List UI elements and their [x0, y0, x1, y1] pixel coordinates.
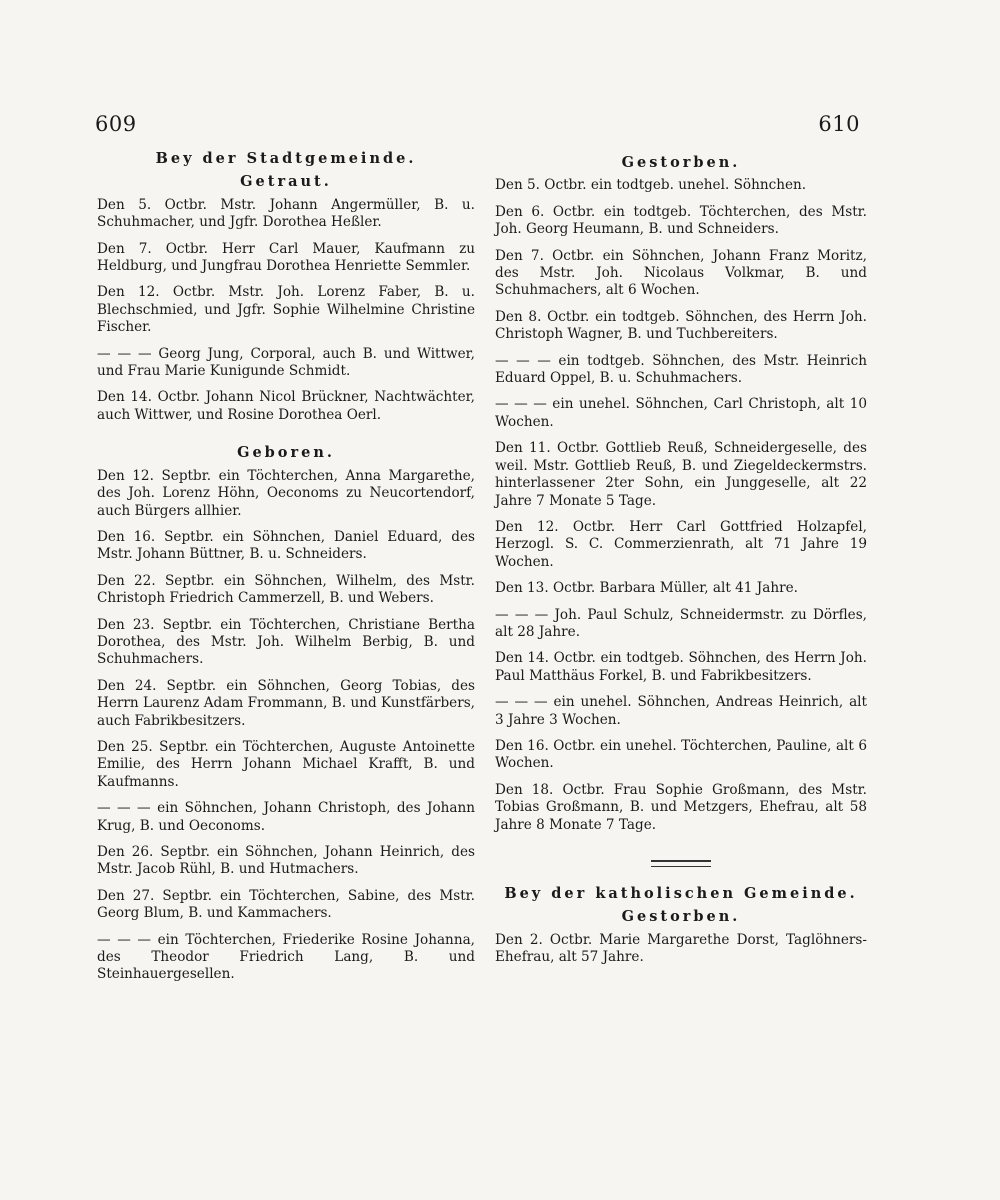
register-entry: — — — ein Söhnchen, Johann Christoph, des Johann Krug, B. und Oeconoms.	[97, 800, 475, 834]
register-entry: — — — ein unehel. Söhnchen, Andreas Heinrich, alt 3 Jahre 3 Wochen.	[495, 694, 867, 728]
left-column	[97, 150, 475, 993]
register-entry: Den 14. Octbr. Johann Nicol Brückner, Nachtwächter, auch Wittwer, und Rosine Dorothea Oerl.	[97, 389, 475, 423]
section-title: Gestorben.	[621, 154, 741, 171]
parish-heading-city: Bey der Stadtgemeinde.	[155, 150, 417, 167]
page-number-right: 610	[818, 112, 860, 136]
register-entry: — — — Joh. Paul Schulz, Schneidermstr. zu Dörfles, alt 28 Jahre.	[495, 606, 867, 640]
register-entry: Den 22. Septbr. ein Söhnchen, Wilhelm, des Mstr. Christoph Friedrich Cammerzell, B. und Webers.	[97, 572, 475, 607]
catholic-entries	[495, 932, 867, 967]
register-entry: Den 12. Octbr. Herr Carl Gottfried Holzapfel, Herzogl. S. C. Commerzienrath, alt 71 Jahre 19 Wochen.	[495, 518, 867, 570]
register-entry: Den 8. Octbr. ein todtgeb. Söhnchen, des Herrn Joh. Christoph Wagner, B. und Tuchbereiters.	[495, 308, 867, 343]
entry-list	[97, 468, 475, 984]
register-entry: Den 27. Septbr. ein Töchterchen, Sabine, des Mstr. Georg Blum, B. und Kammachers.	[97, 887, 475, 922]
register-entry: — — — ein todtgeb. Söhnchen, des Mstr. Heinrich Eduard Oppel, B. u. Schuhmachers.	[495, 352, 867, 387]
right-sections	[495, 154, 867, 834]
register-entry: Den 11. Octbr. Gottlieb Reuß, Schneidergeselle, des weil. Mstr. Gottlieb Reuß, B. und Ziegeldeckermstrs. hinterlassener 2ter Sohn, ein Junggeselle, alt 22 Jahre 7 Monate 5 Tage.	[495, 440, 867, 509]
register-entry: Den 16. Octbr. ein unehel. Töchterchen, Pauline, alt 6 Wochen.	[495, 737, 867, 772]
register-entry: Den 7. Octbr. ein Söhnchen, Johann Franz Moritz, des Mstr. Joh. Nicolaus Volkmar, B. und Schuhmachers, alt 6 Wochen.	[495, 247, 867, 299]
section-divider	[651, 860, 711, 867]
register-entry: Den 5. Octbr. ein todtgeb. unehel. Söhnchen.	[495, 177, 807, 194]
register-entry: Den 2. Octbr. Marie Margarethe Dorst, Taglöhners-Ehefrau, alt 57 Jahre.	[495, 931, 867, 966]
register-entry: Den 14. Octbr. ein todtgeb. Söhnchen, des Herrn Joh. Paul Matthäus Forkel, B. und Fabrikbesitzers.	[495, 650, 867, 684]
register-entry: Den 6. Octbr. ein todtgeb. Töchterchen, des Mstr. Joh. Georg Heumann, B. und Schneiders.	[495, 203, 867, 238]
register-entry: Den 24. Septbr. ein Söhnchen, Georg Tobias, des Herrn Laurenz Adam Frommann, B. und Kunstfärbers, auch Fabrikbesitzers.	[97, 677, 475, 729]
register-entry: Den 12. Octbr. Mstr. Joh. Lorenz Faber, B. u. Blechschmied, und Jgfr. Sophie Wilhelmine Christine Fischer.	[97, 284, 475, 336]
register-entry: Den 5. Octbr. Mstr. Johann Angermüller, B. u. Schuhmacher, und Jgfr. Dorothea Heßler.	[97, 196, 475, 231]
left-sections	[97, 173, 475, 983]
entry-list	[495, 177, 867, 834]
register-entry: Den 25. Septbr. ein Töchterchen, Auguste Antoinette Emilie, des Herrn Johann Michael Krafft, B. und Kaufmanns.	[97, 738, 475, 790]
register-entry: — — — ein unehel. Söhnchen, Carl Christoph, alt 10 Wochen.	[495, 396, 867, 430]
section-title: Getraut.	[240, 173, 332, 191]
register-entry: — — — Georg Jung, Corporal, auch B. und Wittwer, und Frau Marie Kunigunde Schmidt.	[97, 345, 475, 380]
register-entry: Den 13. Octbr. Barbara Müller, alt 41 Jahre.	[495, 580, 798, 597]
register-entry: Den 23. Septbr. ein Töchterchen, Christiane Bertha Dorothea, des Mstr. Joh. Wilhelm Berbig, B. und Schuhmachers.	[97, 616, 475, 668]
register-entry: Den 18. Octbr. Frau Sophie Großmann, des Mstr. Tobias Großmann, B. und Metzgers, Ehefrau, alt 58 Jahre 8 Monate 7 Tage.	[495, 781, 867, 833]
register-entry: — — — ein Töchterchen, Friederike Rosine Johanna, des Theodor Friedrich Lang, B. und Steinhauergesellen.	[97, 931, 475, 983]
section-title: Geboren.	[237, 444, 335, 462]
register-entry: Den 7. Octbr. Herr Carl Mauer, Kaufmann zu Heldburg, und Jungfrau Dorothea Henriette Semmler.	[97, 240, 475, 275]
entry-list	[97, 197, 475, 424]
register-entry: Den 26. Septbr. ein Söhnchen, Johann Heinrich, des Mstr. Jacob Rühl, B. und Hutmachers.	[97, 844, 475, 878]
register-entry: Den 16. Septbr. ein Söhnchen, Daniel Eduard, des Mstr. Johann Büttner, B. u. Schneiders.	[97, 528, 475, 563]
parish-heading-catholic: Bey der katholischen Gemeinde.	[504, 885, 858, 902]
page-number-left: 609	[95, 112, 137, 136]
section-title-catholic-deaths: Gestorben.	[621, 908, 741, 926]
register-entry: Den 12. Septbr. ein Töchterchen, Anna Margarethe, des Joh. Lorenz Höhn, Oeconoms zu Neucortendorf, auch Bürgers allhier.	[97, 467, 475, 519]
right-column	[495, 150, 867, 976]
